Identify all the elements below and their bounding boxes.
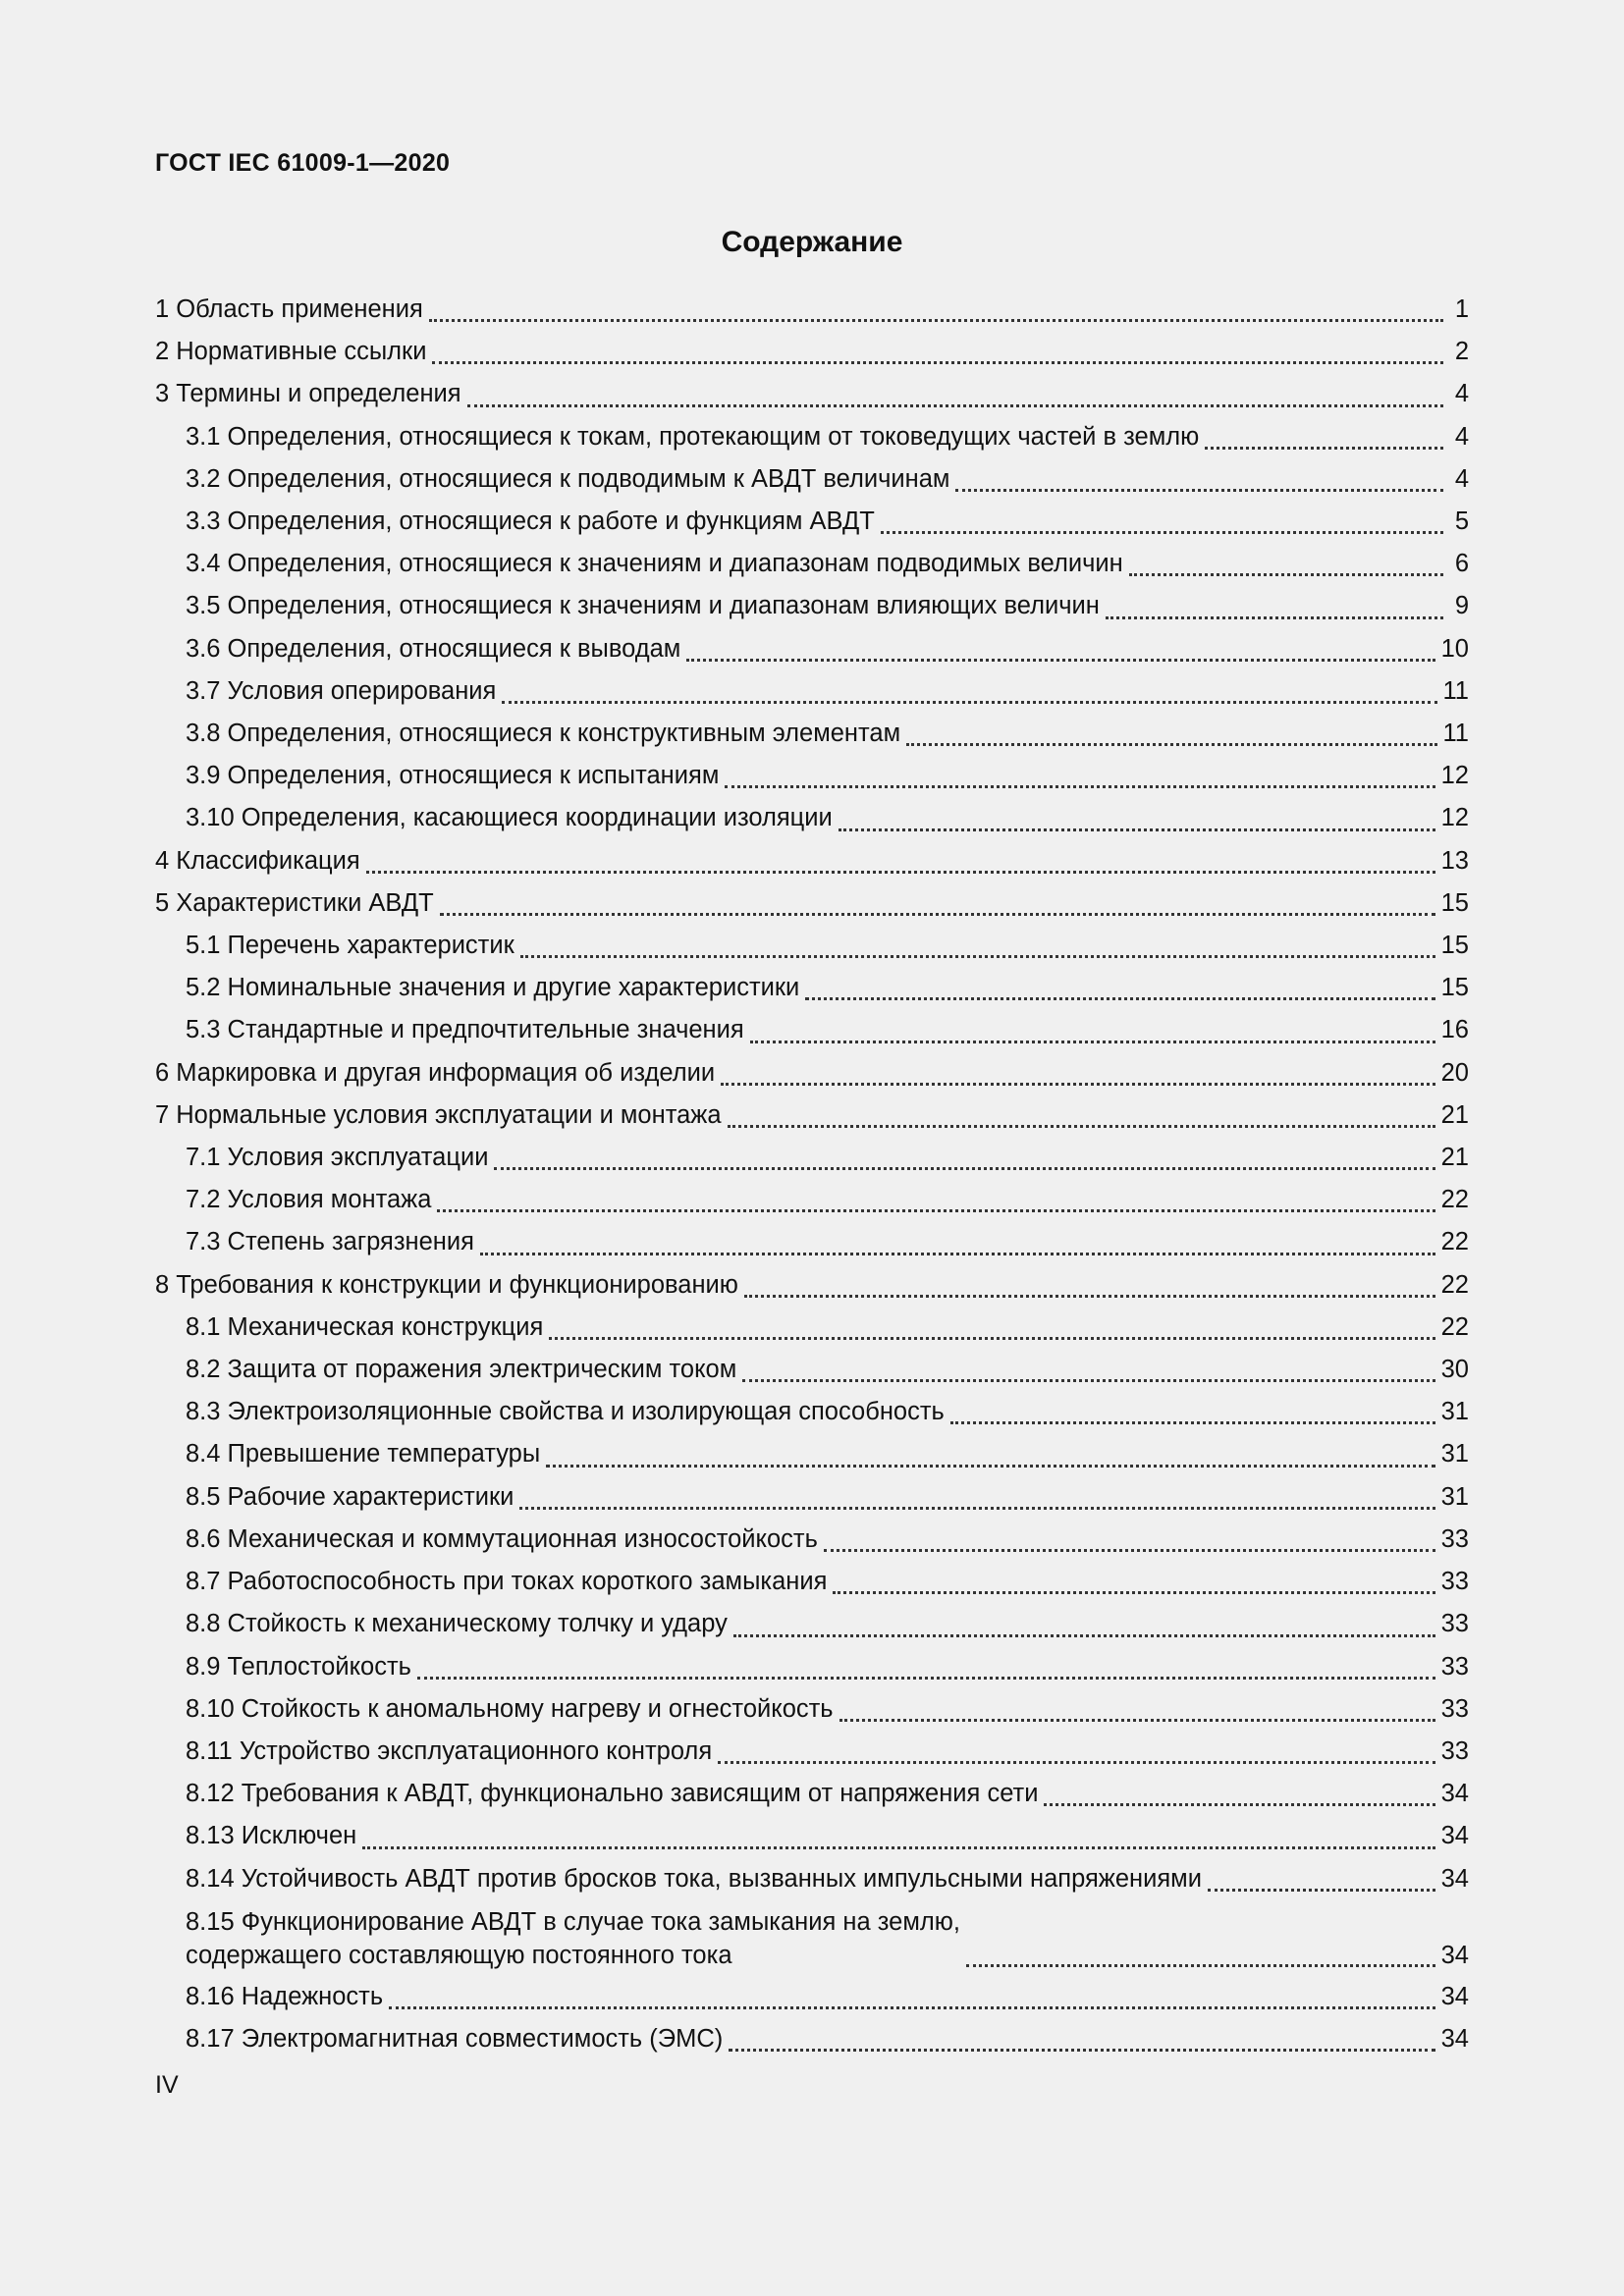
toc-entry	[155, 289, 1469, 331]
toc-dot-leader	[742, 1355, 1435, 1383]
toc-entry	[155, 628, 1469, 670]
toc-entry	[155, 925, 1469, 967]
toc-entry-label: 5.2 Номинальные значения и другие характеристики	[186, 974, 800, 1002]
toc-entry	[155, 543, 1469, 585]
toc-entry-label: 8.12 Требования к АВДТ, функционально зависящим от напряжения сети	[186, 1780, 1039, 1808]
toc-dot-leader	[432, 337, 1443, 365]
toc-dot-leader	[805, 973, 1435, 1001]
toc-entry-page: 10	[1440, 634, 1469, 663]
toc-entry	[155, 797, 1469, 839]
toc-dot-leader	[744, 1269, 1435, 1298]
toc-entry	[155, 585, 1469, 627]
toc-entry-label: 8.9 Теплостойкость	[186, 1652, 411, 1681]
toc-entry-page: 33	[1440, 1610, 1469, 1638]
toc-entry	[155, 1900, 1469, 1976]
table-of-contents	[155, 289, 1469, 2060]
toc-entry-label: 5.1 Перечень характеристик	[186, 932, 514, 960]
toc-dot-leader	[839, 1693, 1435, 1722]
toc-entry-label: 1 Область применения	[155, 295, 423, 323]
toc-dot-leader	[502, 676, 1436, 705]
toc-entry	[155, 1519, 1469, 1561]
toc-dot-leader	[520, 931, 1435, 959]
toc-entry	[155, 1221, 1469, 1263]
toc-entry-page: 21	[1440, 1100, 1469, 1129]
toc-entry-label: 8.16 Надежность	[186, 1982, 384, 2010]
toc-entry-label: 3.4 Определения, относящиеся к значениям и диапазонам подводимых величин	[186, 550, 1123, 578]
toc-entry-label: 8 Требования к конструкции и функционированию	[155, 1270, 738, 1299]
toc-entry-label: 6 Маркировка и другая информация об изделии	[155, 1058, 716, 1087]
toc-entry	[155, 1815, 1469, 1857]
toc-entry-label: 3.6 Определения, относящиеся к выводам	[186, 634, 681, 663]
toc-dot-leader	[467, 379, 1443, 407]
toc-entry-label: 3.8 Определения, относящиеся к конструктивным элементам	[186, 720, 901, 748]
toc-dot-leader	[417, 1651, 1435, 1680]
toc-entry-page: 33	[1440, 1652, 1469, 1681]
toc-dot-leader	[906, 719, 1436, 747]
toc-entry	[155, 416, 1469, 458]
toc-entry-label: 8.13 Исключен	[186, 1822, 357, 1850]
toc-entry-page: 4	[1454, 464, 1469, 493]
toc-entry	[155, 1391, 1469, 1433]
toc-entry-page: 34	[1440, 2024, 1469, 2053]
toc-dot-leader	[725, 761, 1435, 789]
toc-entry-label: 8.17 Электромагнитная совместимость (ЭМС)	[186, 2024, 724, 2053]
toc-entry-page: 33	[1440, 1694, 1469, 1723]
toc-entry-page: 4	[1454, 380, 1469, 408]
toc-dot-leader	[955, 464, 1443, 493]
toc-entry-page: 33	[1440, 1568, 1469, 1596]
toc-entry	[155, 1137, 1469, 1179]
toc-entry-page: 34	[1440, 1822, 1469, 1850]
toc-entry-label: 8.3 Электроизоляционные свойства и изолирующая способность	[186, 1398, 945, 1426]
toc-entry-page: 30	[1440, 1356, 1469, 1384]
toc-entry-label: 8.15 Функционирование АВДТ в случае тока замыкания на землю, содержащего составляющую постоянного тока	[186, 1907, 960, 1969]
toc-entry	[155, 1433, 1469, 1475]
toc-entry	[155, 1095, 1469, 1137]
toc-entry-label: 4 Классификация	[155, 846, 360, 875]
toc-entry	[155, 1009, 1469, 1051]
toc-entry-page: 1	[1454, 295, 1469, 323]
toc-dot-leader	[1129, 549, 1443, 577]
toc-dot-leader	[728, 1100, 1435, 1129]
toc-entry-label: 7.2 Условия монтажа	[186, 1186, 432, 1214]
toc-entry	[155, 882, 1469, 925]
toc-entry-label: 8.6 Механическая и коммутационная износостойкость	[186, 1524, 818, 1553]
toc-entry-page: 31	[1440, 1440, 1469, 1468]
toc-entry-label: 7 Нормальные условия эксплуатации и монтажа	[155, 1100, 722, 1129]
standard-designation: ГОСТ IEC 61009-1—2020	[155, 149, 451, 177]
toc-entry-page: 34	[1440, 1941, 1469, 1969]
toc-entry	[155, 1976, 1469, 2018]
toc-entry-page: 11	[1442, 676, 1469, 705]
toc-entry-page: 13	[1440, 846, 1469, 875]
toc-entry-label: 2 Нормативные ссылки	[155, 338, 427, 366]
toc-entry-label: 8.8 Стойкость к механическому толчку и удару	[186, 1610, 728, 1638]
toc-dot-leader	[549, 1312, 1435, 1341]
toc-entry-label: 8.1 Механическая конструкция	[186, 1312, 544, 1341]
toc-dot-leader	[881, 507, 1443, 535]
toc-entry-page: 33	[1440, 1736, 1469, 1765]
toc-entry-label: 8.2 Защита от поражения электрическим током	[186, 1356, 737, 1384]
toc-entry	[155, 840, 1469, 882]
toc-dot-leader	[1044, 1779, 1435, 1807]
toc-entry-label: 3 Термины и определения	[155, 380, 461, 408]
toc-entry	[155, 1052, 1469, 1095]
toc-entry-label: 8.14 Устойчивость АВДТ против бросков тока, вызванных импульсными напряжениями	[186, 1864, 1202, 1893]
toc-entry-page: 15	[1440, 888, 1469, 917]
page-title: Содержание	[721, 226, 903, 258]
toc-entry	[155, 1179, 1469, 1221]
toc-dot-leader	[729, 2024, 1435, 2053]
toc-entry	[155, 1603, 1469, 1645]
toc-entry	[155, 331, 1469, 373]
toc-entry-page: 22	[1440, 1186, 1469, 1214]
toc-entry	[155, 2018, 1469, 2060]
toc-dot-leader	[686, 633, 1435, 662]
toc-dot-leader	[1208, 1863, 1435, 1892]
toc-entry	[155, 1858, 1469, 1900]
toc-entry-label: 3.2 Определения, относящиеся к подводимым к АВДТ величинам	[186, 464, 950, 493]
page-number: IV	[155, 2071, 179, 2099]
toc-entry-page: 22	[1440, 1270, 1469, 1299]
toc-dot-leader	[519, 1481, 1435, 1510]
toc-entry	[155, 1307, 1469, 1349]
toc-entry	[155, 1349, 1469, 1391]
toc-entry	[155, 373, 1469, 415]
toc-entry-page: 33	[1440, 1524, 1469, 1553]
toc-dot-leader	[1205, 421, 1443, 450]
toc-entry	[155, 967, 1469, 1009]
toc-dot-leader	[440, 888, 1435, 917]
toc-entry-page: 4	[1454, 422, 1469, 451]
toc-entry-page: 34	[1440, 1982, 1469, 2010]
toc-dot-leader	[750, 1015, 1435, 1043]
toc-entry-label: 7.3 Степень загрязнения	[186, 1228, 474, 1256]
toc-entry-label: 8.4 Превышение температуры	[186, 1440, 541, 1468]
toc-dot-leader	[1106, 591, 1443, 619]
toc-entry-page: 22	[1440, 1312, 1469, 1341]
toc-dot-leader	[480, 1227, 1435, 1255]
toc-entry	[155, 1264, 1469, 1307]
toc-entry	[155, 1476, 1469, 1519]
toc-dot-leader	[721, 1057, 1435, 1086]
toc-entry-page: 9	[1454, 592, 1469, 620]
toc-entry-label: 5.3 Стандартные и предпочтительные значения	[186, 1016, 744, 1044]
toc-entry-page: 20	[1440, 1058, 1469, 1087]
toc-dot-leader	[362, 1821, 1435, 1849]
toc-entry-label: 8.11 Устройство эксплуатационного контроля	[186, 1736, 713, 1765]
toc-entry-page: 16	[1440, 1016, 1469, 1044]
toc-entry-page: 15	[1440, 932, 1469, 960]
toc-dot-leader	[824, 1524, 1435, 1553]
toc-entry-label: 8.7 Работоспособность при токах короткого замыкания	[186, 1568, 828, 1596]
toc-entry-label: 3.9 Определения, относящиеся к испытаниям	[186, 762, 720, 790]
toc-dot-leader	[494, 1143, 1435, 1171]
toc-entry-page: 12	[1440, 804, 1469, 832]
toc-dot-leader	[389, 1981, 1435, 2009]
toc-entry	[155, 1731, 1469, 1773]
toc-entry-page: 34	[1440, 1780, 1469, 1808]
toc-entry-page: 12	[1440, 762, 1469, 790]
toc-entry-page: 6	[1454, 550, 1469, 578]
toc-dot-leader	[366, 845, 1435, 874]
toc-entry-label: 8.10 Стойкость к аномальному нагреву и огнестойкость	[186, 1694, 834, 1723]
toc-dot-leader	[950, 1397, 1435, 1425]
toc-entry-label: 3.5 Определения, относящиеся к значениям и диапазонам влияющих величин	[186, 592, 1100, 620]
toc-entry-page: 34	[1440, 1864, 1469, 1893]
toc-entry-label: 3.10 Определения, касающиеся координации изоляции	[186, 804, 833, 832]
toc-entry-label: 3.7 Условия оперирования	[186, 676, 497, 705]
toc-entry-page: 31	[1440, 1398, 1469, 1426]
toc-entry-page: 31	[1440, 1482, 1469, 1511]
toc-entry-label: 5 Характеристики АВДТ	[155, 888, 434, 917]
toc-dot-leader	[437, 1185, 1435, 1213]
toc-dot-leader	[833, 1567, 1435, 1595]
toc-dot-leader	[429, 294, 1443, 323]
toc-entry	[155, 713, 1469, 755]
toc-entry	[155, 458, 1469, 501]
toc-entry-label: 8.5 Рабочие характеристики	[186, 1482, 514, 1511]
toc-entry-page: 5	[1454, 507, 1469, 536]
toc-entry-page: 21	[1440, 1144, 1469, 1172]
toc-entry-page: 22	[1440, 1228, 1469, 1256]
toc-dot-leader	[839, 803, 1435, 831]
toc-entry-label: 3.1 Определения, относящиеся к токам, протекающим от токоведущих частей в землю	[186, 422, 1200, 451]
toc-dot-leader	[733, 1609, 1435, 1637]
toc-entry-label: 3.3 Определения, относящиеся к работе и функциям АВДТ	[186, 507, 875, 536]
toc-dot-leader	[718, 1736, 1435, 1765]
toc-entry-page: 2	[1454, 338, 1469, 366]
toc-entry-label: 7.1 Условия эксплуатации	[186, 1144, 489, 1172]
toc-dot-leader	[966, 1939, 1435, 1967]
toc-entry	[155, 670, 1469, 713]
toc-entry	[155, 1773, 1469, 1815]
toc-entry-page: 11	[1442, 720, 1469, 748]
toc-entry	[155, 755, 1469, 797]
toc-dot-leader	[546, 1439, 1435, 1468]
toc-entry	[155, 1646, 1469, 1688]
toc-entry	[155, 1561, 1469, 1603]
toc-entry	[155, 1688, 1469, 1731]
toc-entry	[155, 501, 1469, 543]
toc-entry-page: 15	[1440, 974, 1469, 1002]
